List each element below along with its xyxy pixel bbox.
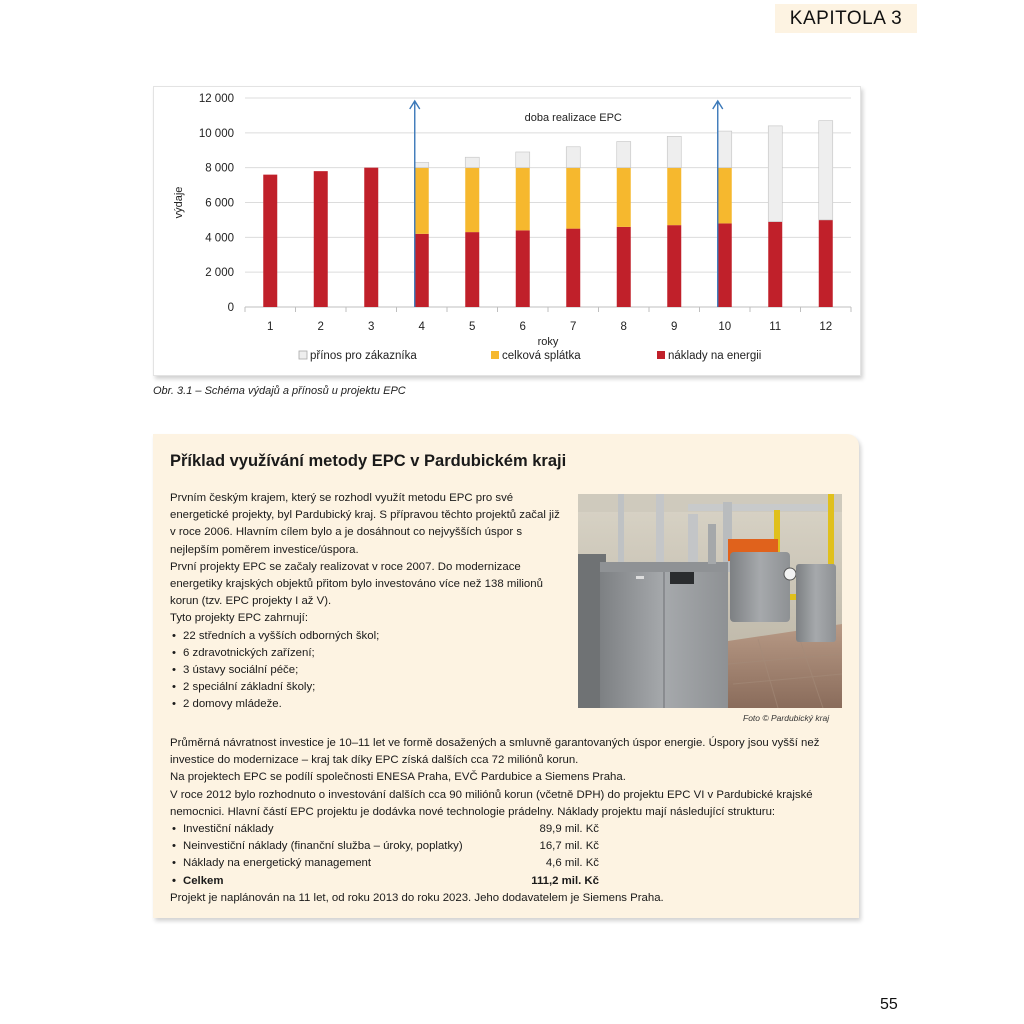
example-box [153,434,859,918]
bar-segment [516,168,530,231]
photo-credit: Foto © Pardubický kraj [743,713,830,723]
bar-segment [566,229,580,307]
bar-segment [667,225,681,307]
cost-value: 16,7 mil. Kč [539,840,599,853]
paragraph-payback: Průměrná návratnost investice je 10–11 let ve formě dosažených a smluvně garantovaných úspor energie. Úspory jsou vyšší než investice do modernizace – kraj tak díky EPC získá dalších cca 72 miliónů korun. [170,737,820,767]
annotation-label: doba realizace EPC [524,112,622,124]
y-tick-label: 4 000 [205,232,234,245]
paragraph-hospital: V roce 2012 bylo rozhodnuto o investování dalších cca 90 miliónů korun (včetně DPH) do projektu EPC VI v Pardubické krajské nemocnici. Hlavní částí EPC projektu je dodávka nové technologie prádelny. Náklady projektu mají následující strukturu: [170,788,813,818]
x-tick-label: 5 [469,321,476,333]
cost-name: • Celkem [170,873,519,890]
cost-value: 4,6 mil. Kč [545,857,599,870]
x-tick-label: 11 [769,321,782,333]
bar-segment [465,168,479,232]
figure-caption: Obr. 3.1 – Schéma výdajů a přínosů u projektu EPC [153,385,406,397]
table-row [170,821,599,838]
legend-swatch [491,351,499,359]
bar-segment [516,230,530,307]
bar-segment [364,168,378,307]
cost-value: 111,2 mil. Kč [531,874,599,887]
paragraph-first-projects: První projekty EPC se začaly realizovat v roce 2007. Do modernizace energetiky krajských objektů přitom bylo investováno více než 138 milionů korun (tzv. EPC projekty I až V). [170,560,543,608]
paragraph-schedule: Projekt je naplánován na 11 let, od roku 2013 do roku 2023. Jeho dodavatelem je Siemens Praha. [170,891,664,904]
bar-segment [617,227,631,307]
cost-name: • Neinvestiční náklady (finanční služba – úroky, poplatky) [170,838,519,855]
bar-segment [263,175,277,307]
page-number: 55 [880,996,898,1013]
bar-segment [617,142,631,168]
y-tick-label: 0 [227,302,234,314]
bar-segment [718,131,732,168]
legend-swatch [299,351,307,359]
y-tick-label: 12 000 [198,93,234,105]
bar-segment [415,168,429,234]
bar-segment [415,234,429,307]
bar-segment [718,168,732,224]
x-tick-label: 7 [570,321,577,333]
bar-segment [617,168,631,227]
paragraph-companies: Na projektech EPC se podílí společnosti ENESA Praha, EVČ Pardubice a Siemens Praha. [170,771,626,784]
x-tick-label: 10 [718,321,732,333]
y-tick-label: 6 000 [205,197,234,210]
x-tick-label: 6 [519,321,526,333]
x-axis-title: roky [537,336,559,348]
y-tick-label: 10 000 [198,127,234,140]
bar-segment [516,152,530,168]
legend-swatch [657,351,665,359]
bar-segment [667,136,681,167]
y-tick-label: 2 000 [205,267,234,280]
paragraph-first-region: Prvním českým krajem, který se rozhodl využít metodu EPC pro své energetické projekty, byl Pardubický kraj. S přípravou těchto projektů začal již v roce 2006. Hlavním cílem bylo a je dosáhnout co nejvyšších úspor s nejlepším poměrem investice/úspora. [170,492,560,556]
bar-segment [465,157,479,167]
table-row [170,855,599,872]
box-details [170,735,860,907]
boiler-room-photo [578,494,842,708]
bar-segment [768,222,782,307]
list-item: • 3 ústavy sociální péče; [170,662,562,679]
bar-segment [768,126,782,222]
list-intro: Tyto projekty EPC zahrnují: [170,612,309,625]
bar-segment [819,220,833,307]
y-axis-title: výdaje [173,186,185,219]
x-tick-label: 8 [620,321,627,333]
bar-segment [566,147,580,168]
cost-value: 89,9 mil. Kč [539,823,599,836]
y-tick-label: 8 000 [205,162,234,175]
legend-label: přínos pro zákazníka [310,350,417,362]
list-item: • 6 zdravotnických zařízení; [170,645,562,662]
x-tick-label: 12 [819,321,833,333]
bar-segment [465,232,479,307]
cost-structure-table [170,821,599,890]
bar-segment [566,168,580,229]
legend-label: náklady na energii [668,350,762,362]
cost-name: • Náklady na energetický management [170,855,519,872]
bar-segment [819,121,833,220]
bar-segment [314,171,328,307]
bar-segment [667,168,681,225]
table-row [170,838,599,855]
x-tick-label: 4 [418,321,425,333]
project-list [170,628,562,714]
table-row-total [170,873,599,890]
box-intro [170,490,562,714]
chapter-label: KAPITOLA 3 [775,4,917,33]
x-tick-label: 3 [368,321,375,333]
boiler-room-illustration [578,494,842,708]
list-item: • 2 domovy mládeže. [170,696,562,713]
cost-name: • Investiční náklady [170,821,519,838]
list-item: • 22 středních a vyšších odborných škol; [170,628,562,645]
x-tick-label: 1 [267,321,274,333]
chart-frame [153,86,861,376]
x-tick-label: 9 [671,321,678,333]
bar-segment [718,223,732,307]
bar-segment [415,162,429,167]
legend-label: celková splátka [502,350,581,362]
box-title: Příklad využívání metody EPC v Pardubickém kraji [170,452,567,470]
x-tick-label: 2 [317,321,324,333]
epc-expenditure-chart [154,87,860,375]
list-item: • 2 speciální základní školy; [170,679,562,696]
